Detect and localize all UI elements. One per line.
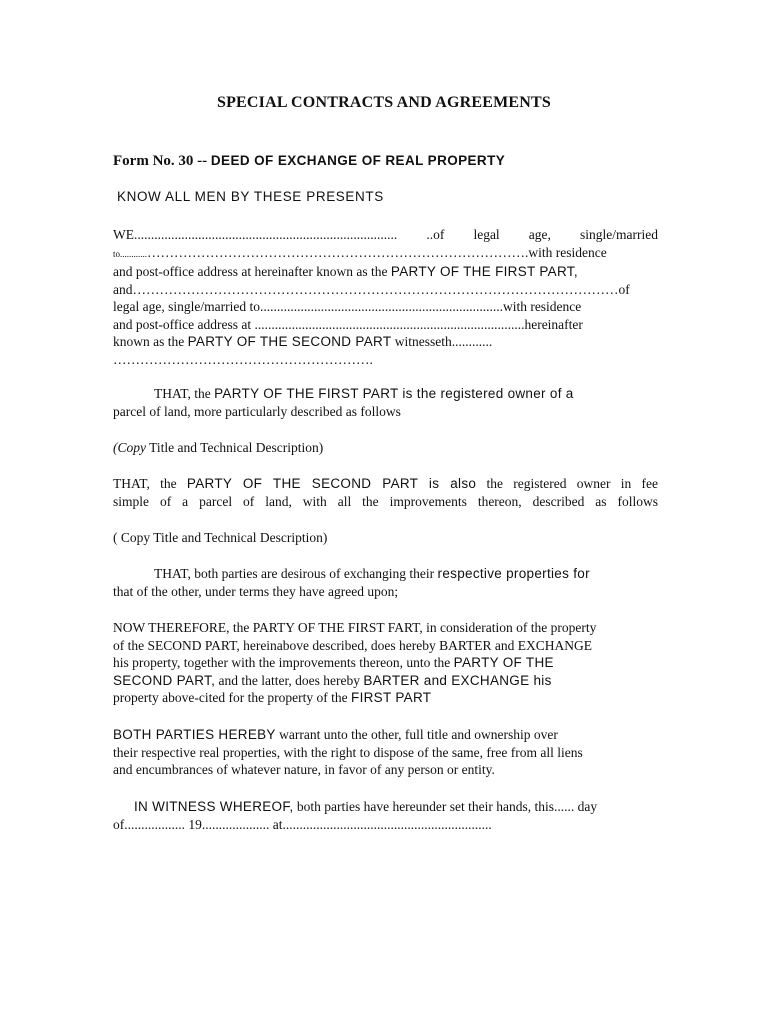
paragraph-line: and encumbrances of whatever nature, in favor of any person or entity.	[113, 762, 495, 777]
parties-line	[113, 333, 658, 351]
parties-line	[113, 263, 658, 281]
paragraph-line: NOW THEREFORE, the PARTY OF THE FIRST FART, in consideration of the property	[113, 620, 597, 635]
parties-line-part: PARTY OF THE SECOND PART	[187, 334, 392, 349]
paragraph-line-part: Title and Technical Description)	[146, 440, 324, 455]
paragraph-line-part: THAT, the	[113, 476, 187, 491]
paragraph-line	[113, 439, 658, 457]
paragraph-line: parcel of land, more particularly described as follows	[113, 403, 401, 419]
paragraph-line-part: property above-cited for the property of the	[113, 690, 352, 705]
parties-paragraph	[113, 226, 658, 368]
parties-line-part: to............	[113, 248, 148, 259]
paragraph-line-part: SECOND PART,	[113, 672, 216, 688]
paragraph-line-part: PARTY OF THE	[453, 655, 554, 670]
parties-line-part: witnesseth............	[391, 334, 493, 349]
paragraph-line	[113, 475, 658, 493]
paragraph-line	[113, 672, 658, 690]
parties-line-part: known as the	[113, 334, 188, 349]
paragraph-line-part: warrant unto the other, full title and ownership over	[275, 727, 558, 742]
that-both-parties-paragraph	[113, 565, 658, 600]
parties-line: and post-office address at ................................................................................hereinafter	[113, 316, 583, 332]
paragraph-line	[113, 654, 658, 672]
paragraph-line-part: PARTY OF THE FIRST PART is the registered owner of a	[214, 386, 574, 401]
paragraph-line-part: BOTH PARTIES HEREBY	[113, 727, 276, 742]
paragraph-line: that of the other, under terms they have agreed upon;	[113, 583, 399, 599]
parties-line	[113, 244, 658, 264]
copy-description-note	[113, 529, 658, 547]
paragraph-line-part: (Copy	[113, 440, 146, 455]
warranty-paragraph	[113, 726, 658, 779]
that-second-part-paragraph	[113, 475, 658, 510]
paragraph-line	[113, 689, 658, 707]
paragraph-line	[113, 385, 658, 403]
parties-line-part: PARTY OF THE FIRST PART,	[390, 264, 578, 279]
paragraph-line-part: FIRST PART	[351, 690, 432, 705]
paragraph-line: simple of a parcel of land, with all the improvements thereon, described as follows	[113, 493, 658, 509]
document-title: SPECIAL CONTRACTS AND AGREEMENTS	[216, 94, 552, 111]
parties-line: ………………………………………………….	[113, 351, 373, 367]
paragraph-line-part: and the latter, does hereby	[215, 672, 364, 688]
paragraph-line-part: THAT, the	[154, 386, 215, 401]
parties-line-part: and post-office address at hereinafter known as the	[113, 264, 391, 279]
parties-line: legal age, single/married to........................................................................with residence	[113, 299, 582, 314]
parties-line-part: ………………………………………………………………………….with residence	[147, 244, 607, 260]
paragraph-line-part: the registered owner in fee	[476, 476, 658, 491]
paragraph-line: their respective real properties, with the right to dispose of the same, free from all liens	[113, 744, 583, 760]
paragraph-line-part: respective properties for	[437, 566, 590, 581]
paragraph-line-part: BARTER and EXCHANGE his	[363, 672, 552, 688]
paragraph-line-part: his property, together with the improvements thereon, unto the	[113, 655, 454, 670]
know-all-men-heading: KNOW ALL MEN BY THESE PRESENTS	[117, 189, 384, 204]
now-therefore-paragraph	[113, 619, 658, 707]
copy-description-note	[113, 439, 658, 457]
witness-paragraph	[113, 798, 658, 833]
parties-line: WE.............................................................................. ..of legal age, single/married	[113, 227, 658, 242]
paragraph-line-part: both parties have hereunder set their hands, this...... day	[293, 799, 598, 814]
paragraph-line	[113, 565, 658, 583]
paragraph-line: of the SECOND PART, hereinabove described, does hereby BARTER and EXCHANGE	[113, 637, 593, 653]
form-title: DEED OF EXCHANGE OF REAL PROPERTY	[210, 153, 506, 168]
paragraph-line	[113, 726, 658, 744]
form-heading	[113, 153, 505, 170]
paragraph-line-part: IN WITNESS WHEREOF,	[134, 799, 294, 814]
that-first-part-paragraph	[113, 385, 658, 420]
paragraph-line: of.................. 19.................... at..............................................................	[113, 816, 492, 832]
paragraph-line	[113, 798, 658, 816]
paragraph-line-part: PARTY OF THE SECOND PART is also	[186, 476, 477, 491]
paragraph-line: ( Copy Title and Technical Description)	[113, 530, 328, 545]
paragraph-line-part: THAT, both parties are desirous of exchanging their	[154, 566, 438, 581]
form-number: Form No. 30 --	[113, 153, 208, 169]
parties-line: and………………………………………………………………………………………………of	[113, 281, 630, 297]
